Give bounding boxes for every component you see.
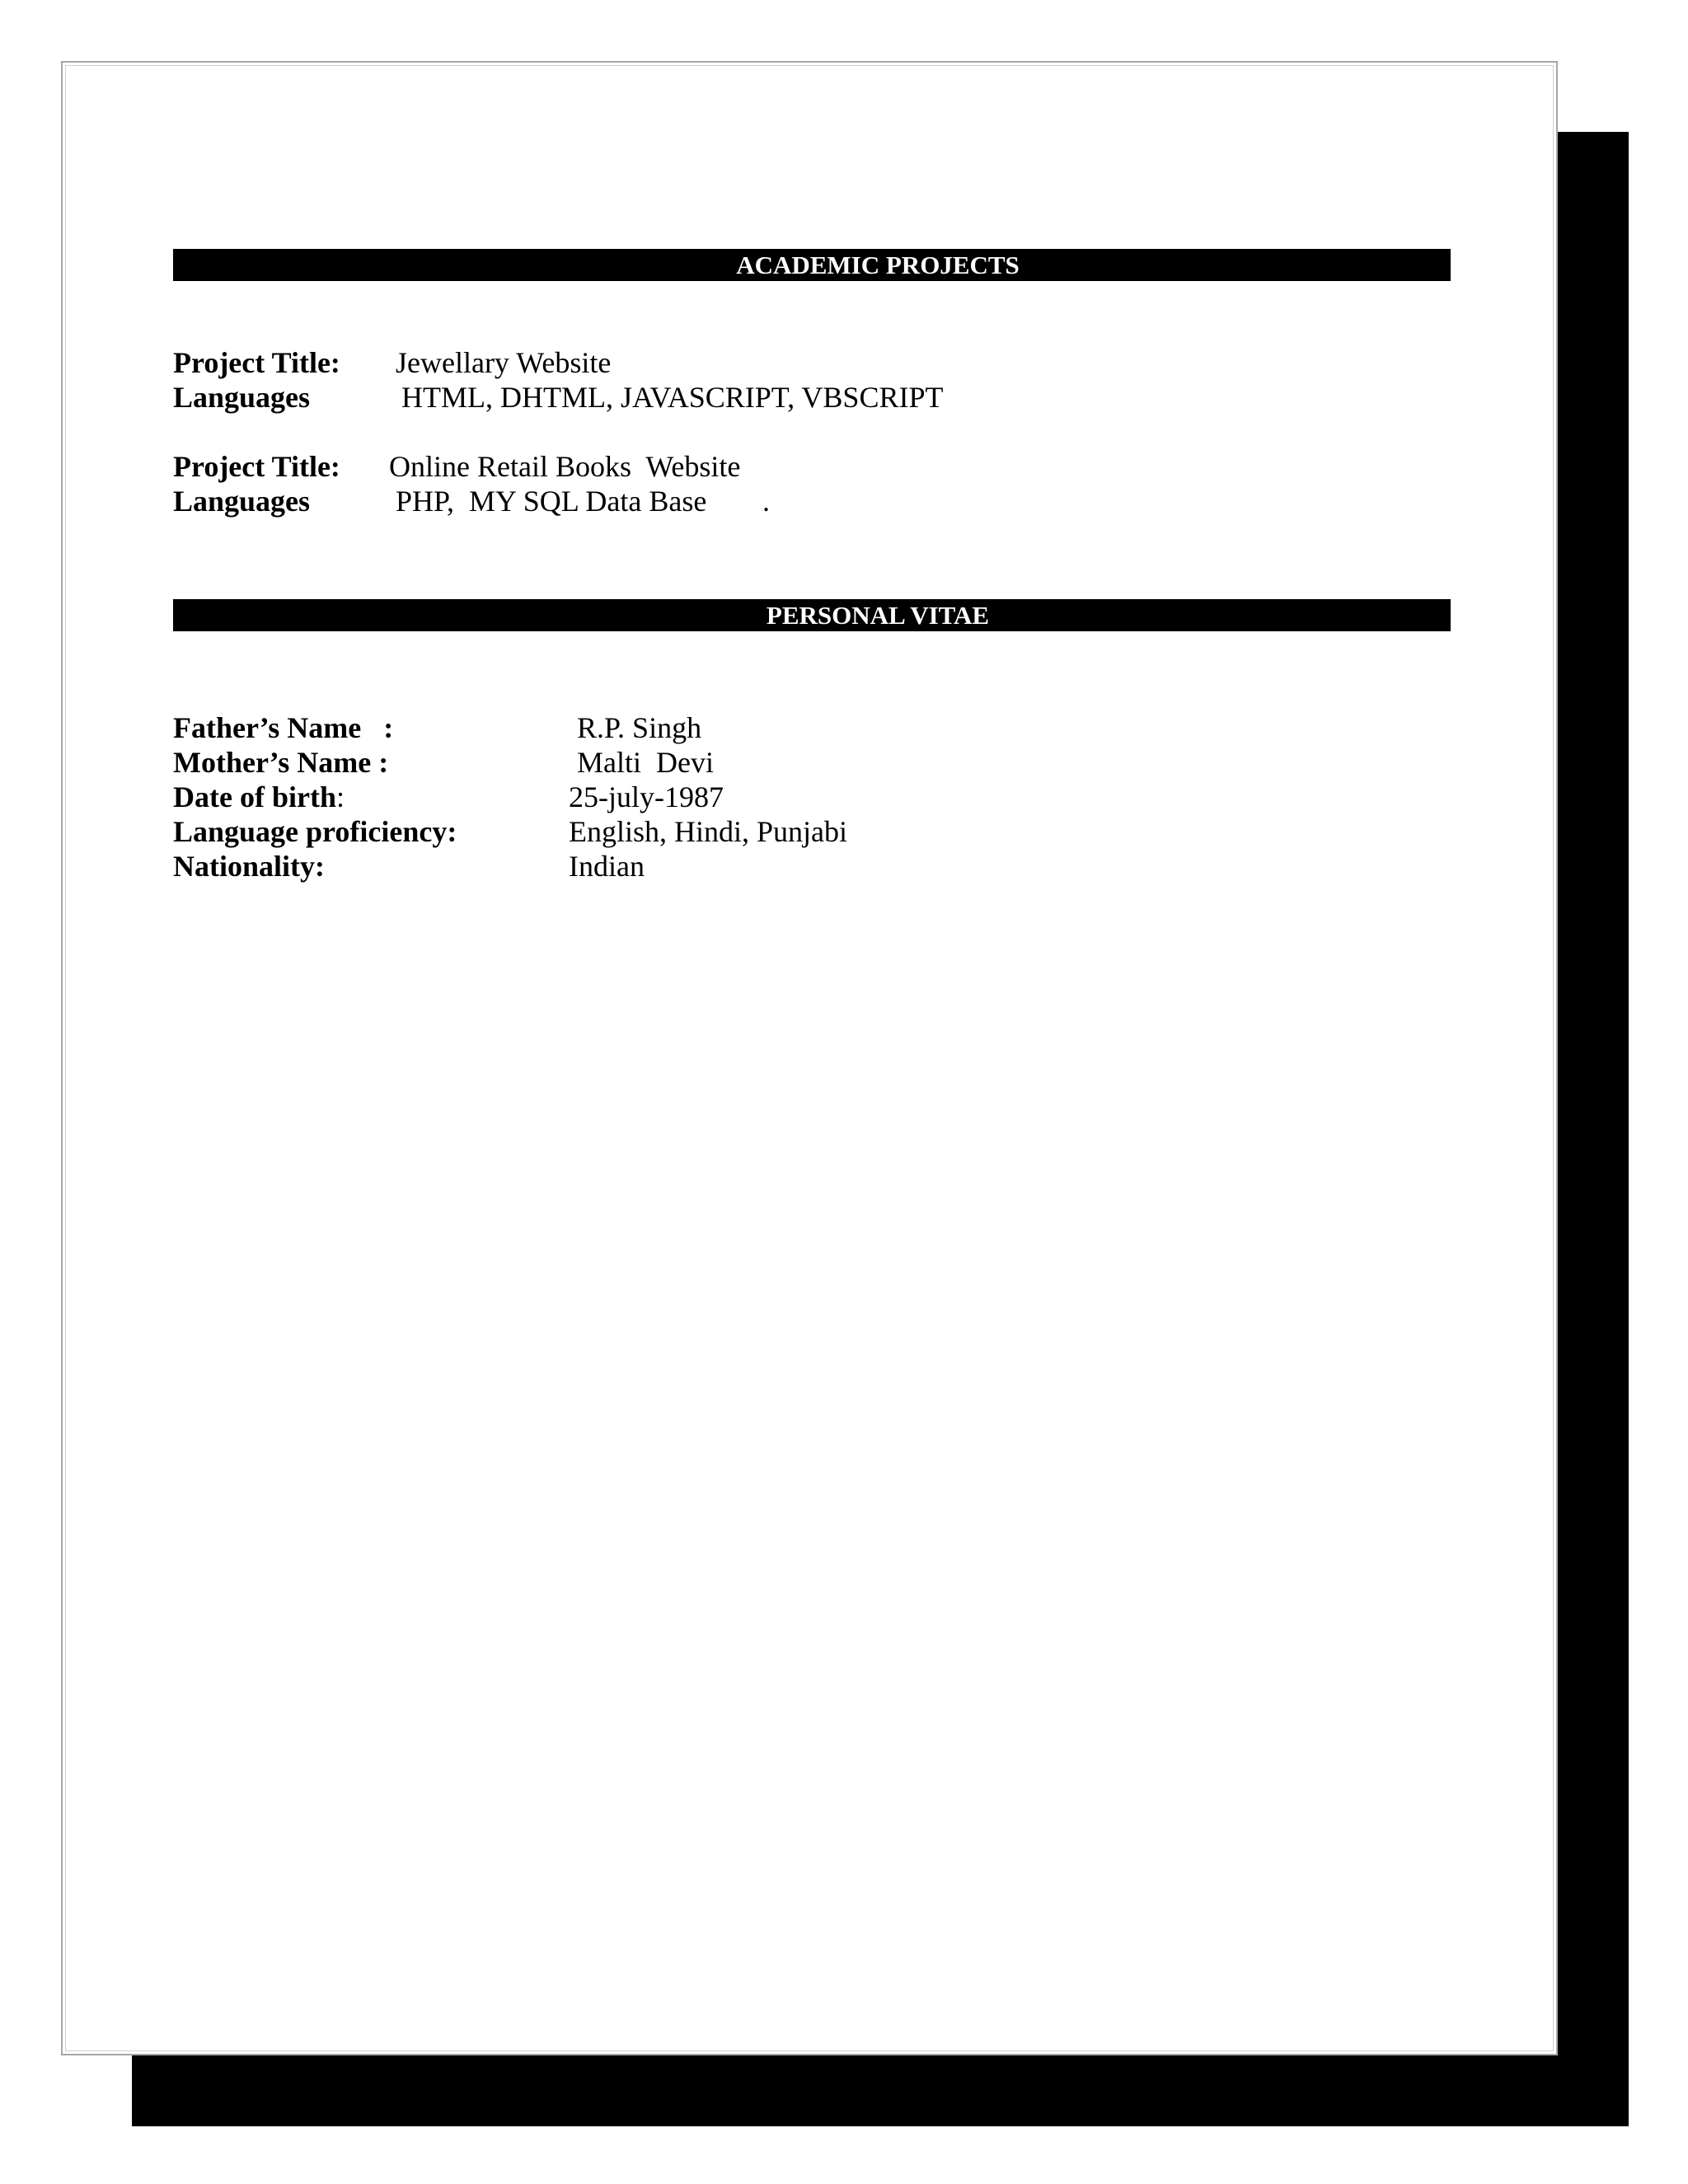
personal-vitae-heading: PERSONAL VITAE [173,599,1451,631]
field-label: Mother’s Name : [173,746,389,779]
project-1-languages-row [173,379,944,415]
languages-value: PHP, MY SQL Data Base [396,485,707,518]
field-label: Language proficiency: [173,815,457,848]
languages-label: Languages [173,485,311,518]
field-value: R.P. Singh [577,711,702,744]
fathers-name-row [173,710,702,746]
field-label-text: Date of birth [173,780,336,813]
field-value: English, Hindi, Punjabi [569,815,848,848]
document-page [61,61,1558,2055]
date-of-birth-row [173,779,724,815]
project-title-label: Project Title: [173,346,340,379]
field-value: Indian [569,850,645,883]
project-title-value: Online Retail Books Website [389,450,741,483]
project-2-languages-row [173,483,770,519]
field-label: Father’s Name : [173,711,394,744]
mothers-name-row [173,744,714,780]
field-label-colon: : [335,780,345,813]
project-2-title-row [173,448,741,485]
trailing-period: . [762,485,770,518]
nationality-row [173,848,645,884]
language-proficiency-row [173,813,848,850]
field-value: 25-july-1987 [569,780,724,813]
languages-label: Languages [173,381,311,414]
languages-value: HTML, DHTML, JAVASCRIPT, VBSCRIPT [401,381,944,414]
project-title-value: Jewellary Website [396,346,612,379]
field-label [173,779,345,815]
field-label: Nationality: [173,850,325,883]
project-1-title-row [173,344,612,381]
project-title-label: Project Title: [173,450,340,483]
academic-projects-heading: ACADEMIC PROJECTS [173,249,1451,281]
field-value: Malti Devi [577,746,714,779]
